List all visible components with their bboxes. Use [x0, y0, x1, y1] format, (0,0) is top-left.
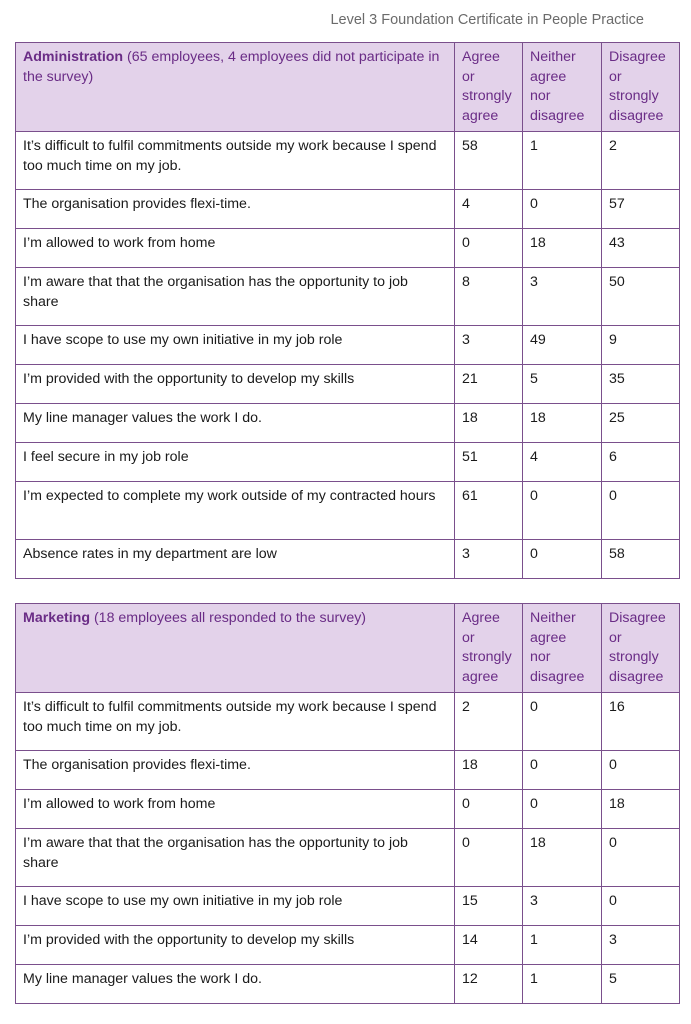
statement-cell: I feel secure in my job role: [16, 443, 455, 482]
table-row: [16, 693, 680, 751]
neither-count-cell: 1: [523, 926, 602, 965]
statement-cell: My line manager values the work I do.: [16, 404, 455, 443]
disagree-count-cell: 57: [602, 190, 680, 229]
agree-count-cell: 14: [455, 926, 523, 965]
neither-column-header: [523, 43, 602, 132]
statement-cell: I’m allowed to work from home: [16, 229, 455, 268]
neither-column-header: [523, 604, 602, 693]
column-header-word: nor: [530, 88, 551, 104]
neither-count-cell: 0: [523, 190, 602, 229]
column-header-word: agree: [530, 68, 567, 85]
disagree-count-cell: 58: [602, 540, 680, 579]
agree-count-cell: 0: [455, 829, 523, 887]
disagree-count-cell: 25: [602, 404, 680, 443]
column-header-word: strongly: [462, 88, 512, 104]
disagree-count-cell: 0: [602, 829, 680, 887]
agree-count-cell: 3: [455, 326, 523, 365]
department-name: Administration: [23, 49, 124, 65]
disagree-column-header: [602, 604, 680, 693]
column-header-word: or: [609, 629, 622, 646]
table-row: [16, 751, 680, 790]
table-row: [16, 790, 680, 829]
department-note: (65 employees, 4 employees did not participate in the survey): [23, 49, 440, 85]
neither-count-cell: 1: [523, 132, 602, 190]
table-header-row: [16, 43, 680, 132]
table-row: [16, 965, 680, 1004]
neither-count-cell: 18: [523, 229, 602, 268]
disagree-count-cell: 43: [602, 229, 680, 268]
statement-cell: I’m provided with the opportunity to develop my skills: [16, 926, 455, 965]
table-row: [16, 926, 680, 965]
column-header-word: agree: [530, 629, 567, 646]
disagree-count-cell: 6: [602, 443, 680, 482]
page-header: Level 3 Foundation Certificate in People Practice: [330, 12, 644, 28]
statement-cell: I have scope to use my own initiative in my job role: [16, 887, 455, 926]
statement-cell: My line manager values the work I do.: [16, 965, 455, 1004]
column-header-word: agree: [462, 107, 499, 124]
agree-count-cell: 18: [455, 751, 523, 790]
disagree-count-cell: 0: [602, 751, 680, 790]
survey-table-marketing: [15, 603, 680, 1004]
table-row: [16, 326, 680, 365]
statement-cell: I’m provided with the opportunity to develop my skills: [16, 365, 455, 404]
agree-count-cell: 0: [455, 790, 523, 829]
neither-count-cell: 1: [523, 965, 602, 1004]
neither-count-cell: 3: [523, 887, 602, 926]
column-header-word: Agree: [462, 49, 500, 65]
neither-count-cell: 0: [523, 751, 602, 790]
agree-count-cell: 51: [455, 443, 523, 482]
disagree-column-header: [602, 43, 680, 132]
neither-count-cell: 0: [523, 540, 602, 579]
table-row: [16, 132, 680, 190]
neither-count-cell: 4: [523, 443, 602, 482]
agree-count-cell: 12: [455, 965, 523, 1004]
column-header-word: strongly: [609, 88, 659, 104]
column-header-word: nor: [530, 649, 551, 665]
table-row: [16, 829, 680, 887]
column-header-word: or: [609, 68, 622, 85]
column-header-word: strongly: [609, 649, 659, 665]
agree-count-cell: 58: [455, 132, 523, 190]
table-row: [16, 268, 680, 326]
agree-count-cell: 21: [455, 365, 523, 404]
statement-cell: I’m expected to complete my work outside of my contracted hours: [16, 482, 455, 540]
disagree-count-cell: 16: [602, 693, 680, 751]
disagree-count-cell: 35: [602, 365, 680, 404]
department-header: [16, 604, 455, 693]
agree-count-cell: 15: [455, 887, 523, 926]
agree-count-cell: 4: [455, 190, 523, 229]
table-header-row: [16, 604, 680, 693]
neither-count-cell: 3: [523, 268, 602, 326]
column-header-word: Agree: [462, 610, 500, 626]
statement-cell: The organisation provides flexi-time.: [16, 190, 455, 229]
agree-count-cell: 61: [455, 482, 523, 540]
table-row: [16, 482, 680, 540]
table-row: [16, 229, 680, 268]
column-header-word: Neither: [530, 610, 576, 626]
statement-cell: I’m aware that that the organisation has the opportunity to job share: [16, 829, 455, 887]
table-row: [16, 887, 680, 926]
statement-cell: It’s difficult to fulfil commitments outside my work because I spend too much time on my job.: [16, 693, 455, 751]
disagree-count-cell: 18: [602, 790, 680, 829]
agree-column-header: [455, 604, 523, 693]
disagree-count-cell: 3: [602, 926, 680, 965]
column-header-word: Neither: [530, 49, 576, 65]
column-header-word: or: [462, 68, 475, 85]
survey-table-administration: [15, 42, 680, 579]
department-note: (18 employees all responded to the survey): [90, 610, 367, 626]
department-header: [16, 43, 455, 132]
disagree-count-cell: 50: [602, 268, 680, 326]
agree-count-cell: 18: [455, 404, 523, 443]
disagree-count-cell: 0: [602, 887, 680, 926]
table-row: [16, 540, 680, 579]
neither-count-cell: 5: [523, 365, 602, 404]
column-header-word: disagree: [609, 668, 664, 685]
statement-cell: I’m aware that that the organisation has the opportunity to job share: [16, 268, 455, 326]
statement-cell: It’s difficult to fulfil commitments outside my work because I spend too much time on my job.: [16, 132, 455, 190]
statement-cell: Absence rates in my department are low: [16, 540, 455, 579]
neither-count-cell: 0: [523, 482, 602, 540]
table-row: [16, 365, 680, 404]
disagree-count-cell: 2: [602, 132, 680, 190]
column-header-word: strongly: [462, 649, 512, 665]
agree-count-cell: 3: [455, 540, 523, 579]
statement-cell: I’m allowed to work from home: [16, 790, 455, 829]
column-header-word: or: [462, 629, 475, 646]
statement-cell: I have scope to use my own initiative in my job role: [16, 326, 455, 365]
table-row: [16, 190, 680, 229]
department-name: Marketing: [23, 610, 91, 626]
neither-count-cell: 0: [523, 693, 602, 751]
column-header-word: Disagree: [609, 49, 666, 65]
column-header-word: disagree: [530, 107, 585, 124]
agree-count-cell: 2: [455, 693, 523, 751]
neither-count-cell: 18: [523, 404, 602, 443]
agree-count-cell: 8: [455, 268, 523, 326]
disagree-count-cell: 0: [602, 482, 680, 540]
table-row: [16, 404, 680, 443]
table-row: [16, 443, 680, 482]
column-header-word: agree: [462, 668, 499, 685]
neither-count-cell: 18: [523, 829, 602, 887]
agree-count-cell: 0: [455, 229, 523, 268]
neither-count-cell: 49: [523, 326, 602, 365]
disagree-count-cell: 9: [602, 326, 680, 365]
statement-cell: The organisation provides flexi-time.: [16, 751, 455, 790]
neither-count-cell: 0: [523, 790, 602, 829]
disagree-count-cell: 5: [602, 965, 680, 1004]
column-header-word: disagree: [530, 668, 585, 685]
column-header-word: disagree: [609, 107, 664, 124]
agree-column-header: [455, 43, 523, 132]
column-header-word: Disagree: [609, 610, 666, 626]
